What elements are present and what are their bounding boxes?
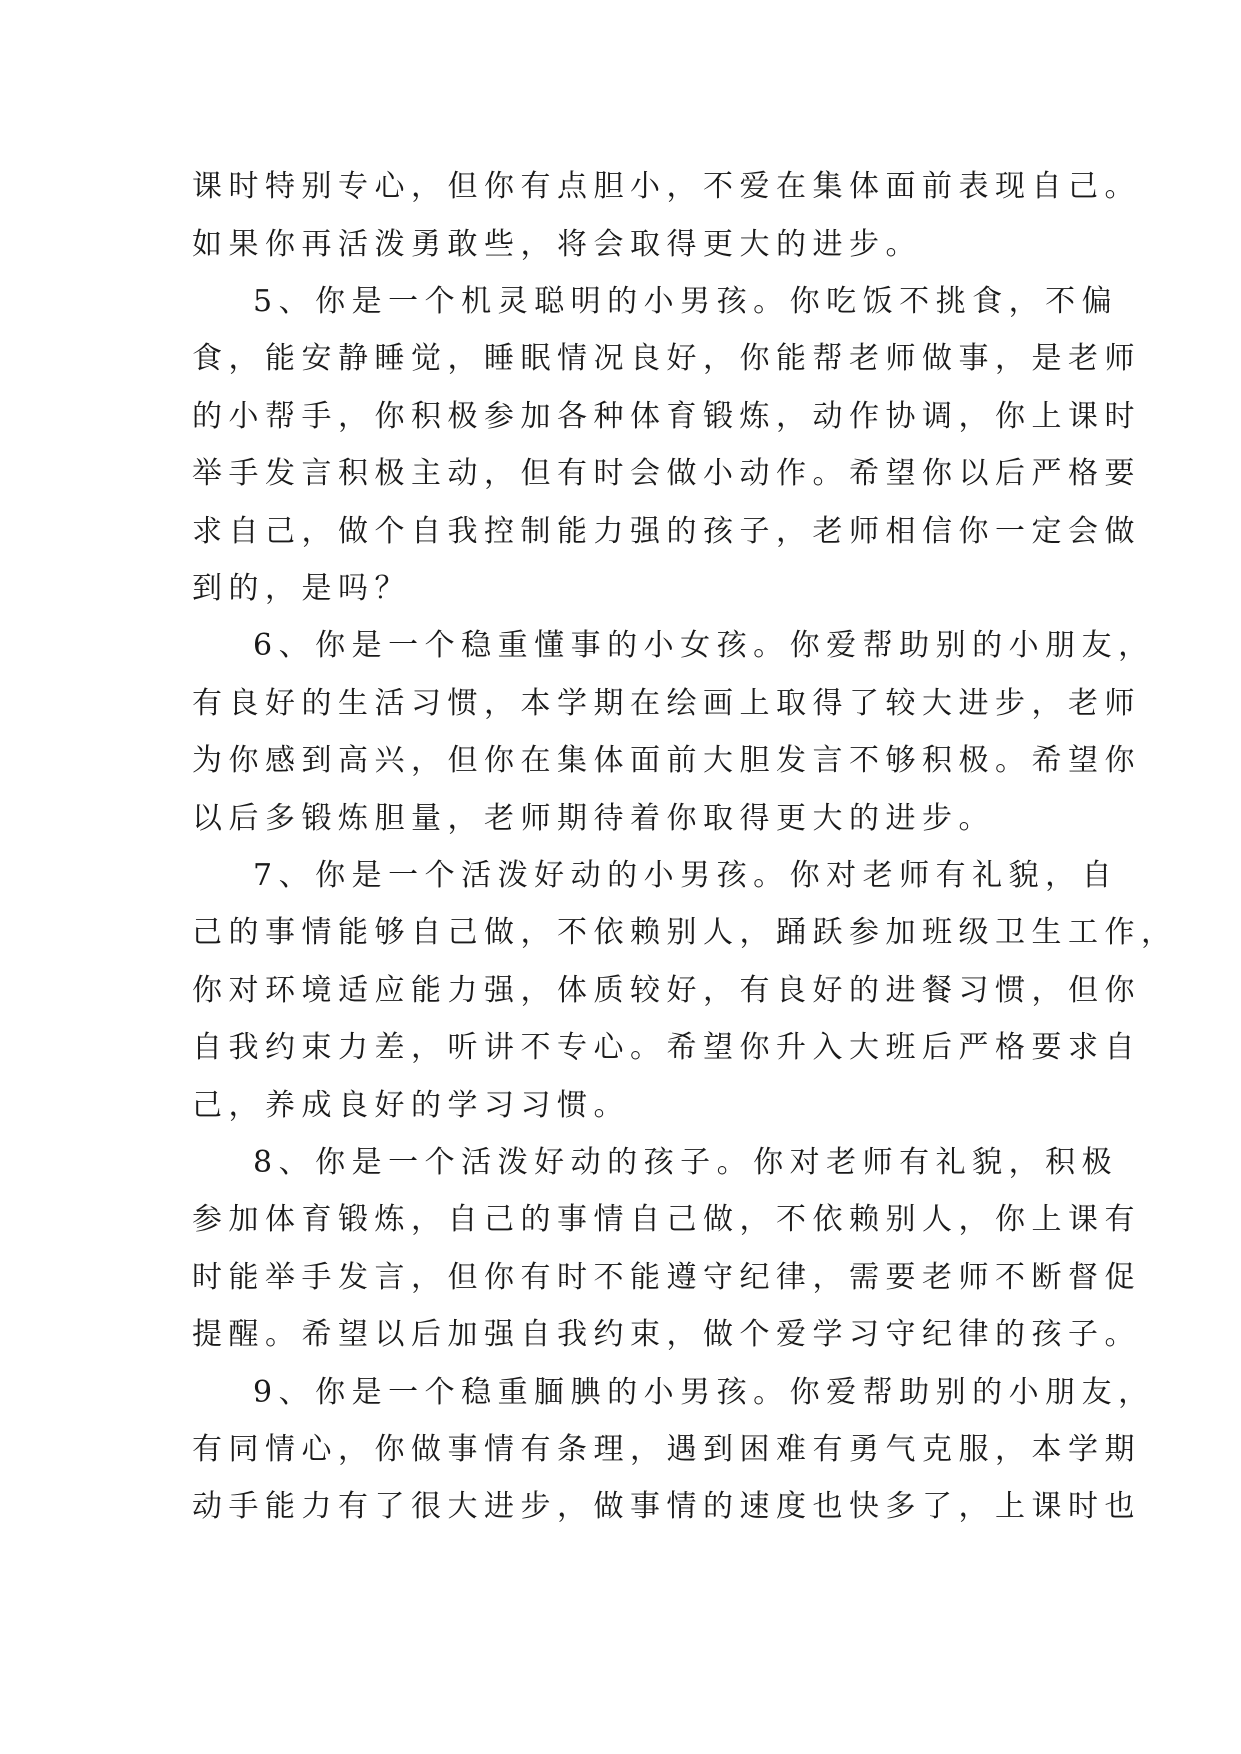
text-line: 己的事情能够自己做，不依赖别人，踊跃参加班级卫生工作， [192,915,1178,950]
text-line: 己，养成良好的学习习惯。 [192,1088,630,1123]
text-line: 为你感到高兴，但你在集体面前大胆发言不够积极。希望你 [192,743,1141,778]
paragraph-7-first-line: 7、你是一个活泼好动的小男孩。你对老师有礼貌，自 [253,858,1119,893]
text-line: 提醒。希望以后加强自我约束，做个爱学习守纪律的孩子。 [192,1317,1141,1352]
text-line: 动手能力有了很大进步，做事情的速度也快多了，上课时也 [192,1489,1141,1524]
paragraph-6-first-line: 6、你是一个稳重懂事的小女孩。你爱帮助别的小朋友， [253,628,1155,663]
text-line: 到的，是吗？ [192,571,411,606]
text-line: 你对环境适应能力强，体质较好，有良好的进餐习惯，但你 [192,973,1141,1008]
text-line: 自我约束力差，听讲不专心。希望你升入大班后严格要求自 [192,1030,1141,1065]
text-line: 参加体育锻炼，自己的事情自己做，不依赖别人，你上课有 [192,1202,1141,1237]
text-line: 求自己，做个自我控制能力强的孩子，老师相信你一定会做 [192,514,1141,549]
text-line: 如果你再活泼勇敢些，将会取得更大的进步。 [192,227,922,262]
text-line: 课时特别专心，但你有点胆小，不爱在集体面前表现自己。 [192,169,1141,204]
text-line: 时能举手发言，但你有时不能遵守纪律，需要老师不断督促 [192,1260,1141,1295]
paragraph-9-first-line: 9、你是一个稳重腼腆的小男孩。你爱帮助别的小朋友， [253,1375,1155,1410]
text-line: 食，能安静睡觉，睡眠情况良好，你能帮老师做事，是老师 [192,341,1141,376]
paragraph-5-first-line: 5、你是一个机灵聪明的小男孩。你吃饭不挑食，不偏 [253,284,1119,319]
text-line: 的小帮手，你积极参加各种体育锻炼，动作协调，你上课时 [192,399,1141,434]
text-line: 以后多锻炼胆量，老师期待着你取得更大的进步。 [192,801,995,836]
paragraph-8-first-line: 8、你是一个活泼好动的孩子。你对老师有礼貌，积极 [253,1145,1119,1180]
text-line: 有良好的生活习惯，本学期在绘画上取得了较大进步，老师 [192,686,1141,721]
text-line: 举手发言积极主动，但有时会做小动作。希望你以后严格要 [192,456,1141,491]
text-line: 有同情心，你做事情有条理，遇到困难有勇气克服，本学期 [192,1432,1141,1467]
